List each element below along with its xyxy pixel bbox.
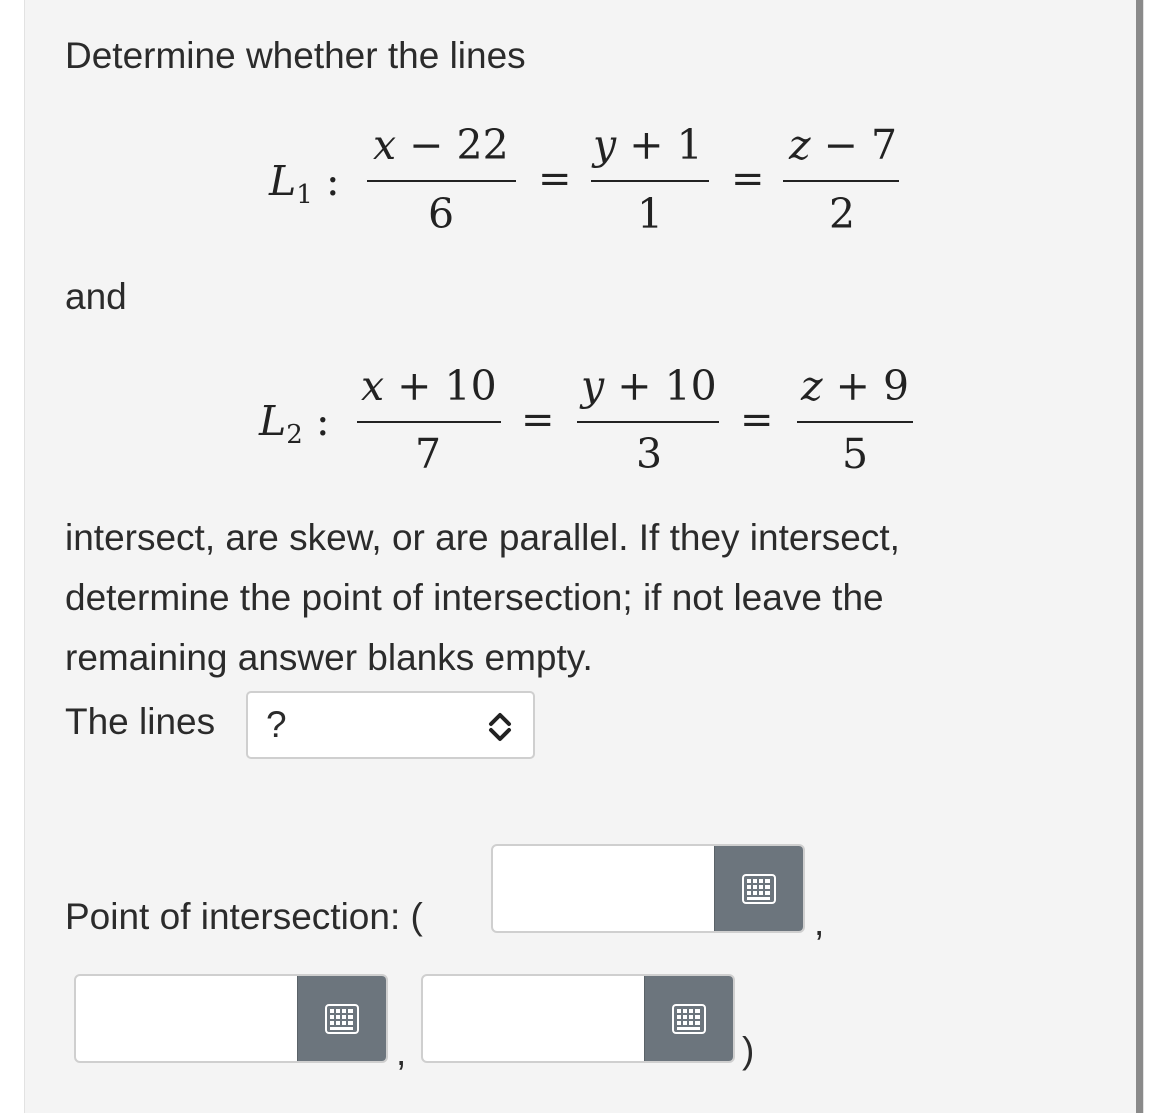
line1-z-denominator: 2	[829, 190, 856, 238]
close-paren: )	[742, 1030, 755, 1071]
line2-x-num-rest: + 10	[384, 362, 497, 410]
line2-z-fraction-bar	[797, 421, 913, 423]
body-line-2: determine the point of intersection; if not leave the	[65, 577, 884, 618]
the-lines-label: The lines	[65, 701, 216, 742]
intersection-x-field	[491, 844, 805, 933]
line1-z-num-rest: − 7	[810, 121, 898, 169]
line1-z-fraction-bar	[783, 180, 899, 182]
line1-z-numerator	[789, 121, 897, 169]
var-x: x	[361, 362, 385, 410]
intersection-y-field	[74, 974, 388, 1063]
var-y: y	[581, 362, 605, 410]
line2-z-denominator: 5	[842, 430, 869, 478]
line1-equals-1: =	[538, 156, 572, 202]
line2-y-num-rest: + 10	[604, 362, 717, 410]
var-z: z	[789, 121, 811, 169]
line1-y-num-rest: + 1	[616, 121, 703, 169]
keypad-grid-icon	[325, 1004, 359, 1034]
line2-y-denominator: 3	[636, 430, 663, 478]
chevron-up-down-icon	[485, 707, 515, 747]
line2-x-fraction-bar	[357, 421, 501, 423]
var-y: y	[593, 121, 617, 169]
keypad-grid-icon	[742, 874, 776, 904]
line1-x-fraction-bar	[367, 180, 516, 182]
question-panel	[24, 0, 1144, 1113]
line2-y-numerator	[581, 362, 717, 410]
line1-x-denominator: 6	[428, 190, 455, 238]
relationship-select[interactable]	[246, 691, 535, 759]
intersection-y-keypad-button[interactable]	[297, 976, 386, 1061]
and-text: and	[65, 276, 127, 317]
line2-equals-2: =	[740, 397, 774, 443]
line2-colon: :	[315, 397, 330, 445]
line2-label	[259, 397, 330, 450]
line2-letter: L	[259, 397, 287, 445]
body-line-3: remaining answer blanks empty.	[65, 637, 593, 678]
line1-y-denominator: 1	[637, 190, 664, 238]
intersection-z-field	[421, 974, 735, 1063]
intersection-z-input[interactable]	[423, 976, 649, 1061]
line1-x-numerator	[373, 121, 509, 169]
line1-letter: L	[269, 157, 297, 205]
line2-z-numerator	[801, 362, 909, 410]
line2-subscript: 2	[286, 420, 303, 450]
line1-x-num-rest: − 22	[396, 121, 509, 169]
comma-1: ,	[814, 902, 825, 943]
scrollbar[interactable]	[1136, 0, 1143, 1113]
intersection-z-keypad-button[interactable]	[644, 976, 733, 1061]
relationship-selected-value: ?	[266, 704, 287, 745]
line1-y-fraction-bar	[591, 180, 709, 182]
line1-equals-2: =	[731, 156, 765, 202]
intersection-y-input[interactable]	[76, 976, 302, 1061]
body-line-1: intersect, are skew, or are parallel. If they intersect,	[65, 517, 900, 558]
line2-x-numerator	[361, 362, 497, 410]
line2-equals-1: =	[521, 397, 555, 443]
line1-colon: :	[325, 157, 340, 205]
intersection-x-keypad-button[interactable]	[714, 846, 803, 931]
point-of-intersection-label: Point of intersection: (	[65, 896, 423, 937]
line2-z-num-rest: + 9	[822, 362, 910, 410]
line1-y-numerator	[593, 121, 703, 169]
line1-subscript: 1	[296, 180, 313, 210]
var-z: z	[801, 362, 823, 410]
intro-text: Determine whether the lines	[65, 35, 526, 76]
line2-y-fraction-bar	[577, 421, 719, 423]
var-x: x	[373, 121, 397, 169]
intersection-x-input[interactable]	[493, 846, 719, 931]
line2-x-denominator: 7	[415, 430, 442, 478]
comma-2: ,	[396, 1032, 407, 1073]
line1-label	[269, 157, 340, 210]
keypad-grid-icon	[672, 1004, 706, 1034]
